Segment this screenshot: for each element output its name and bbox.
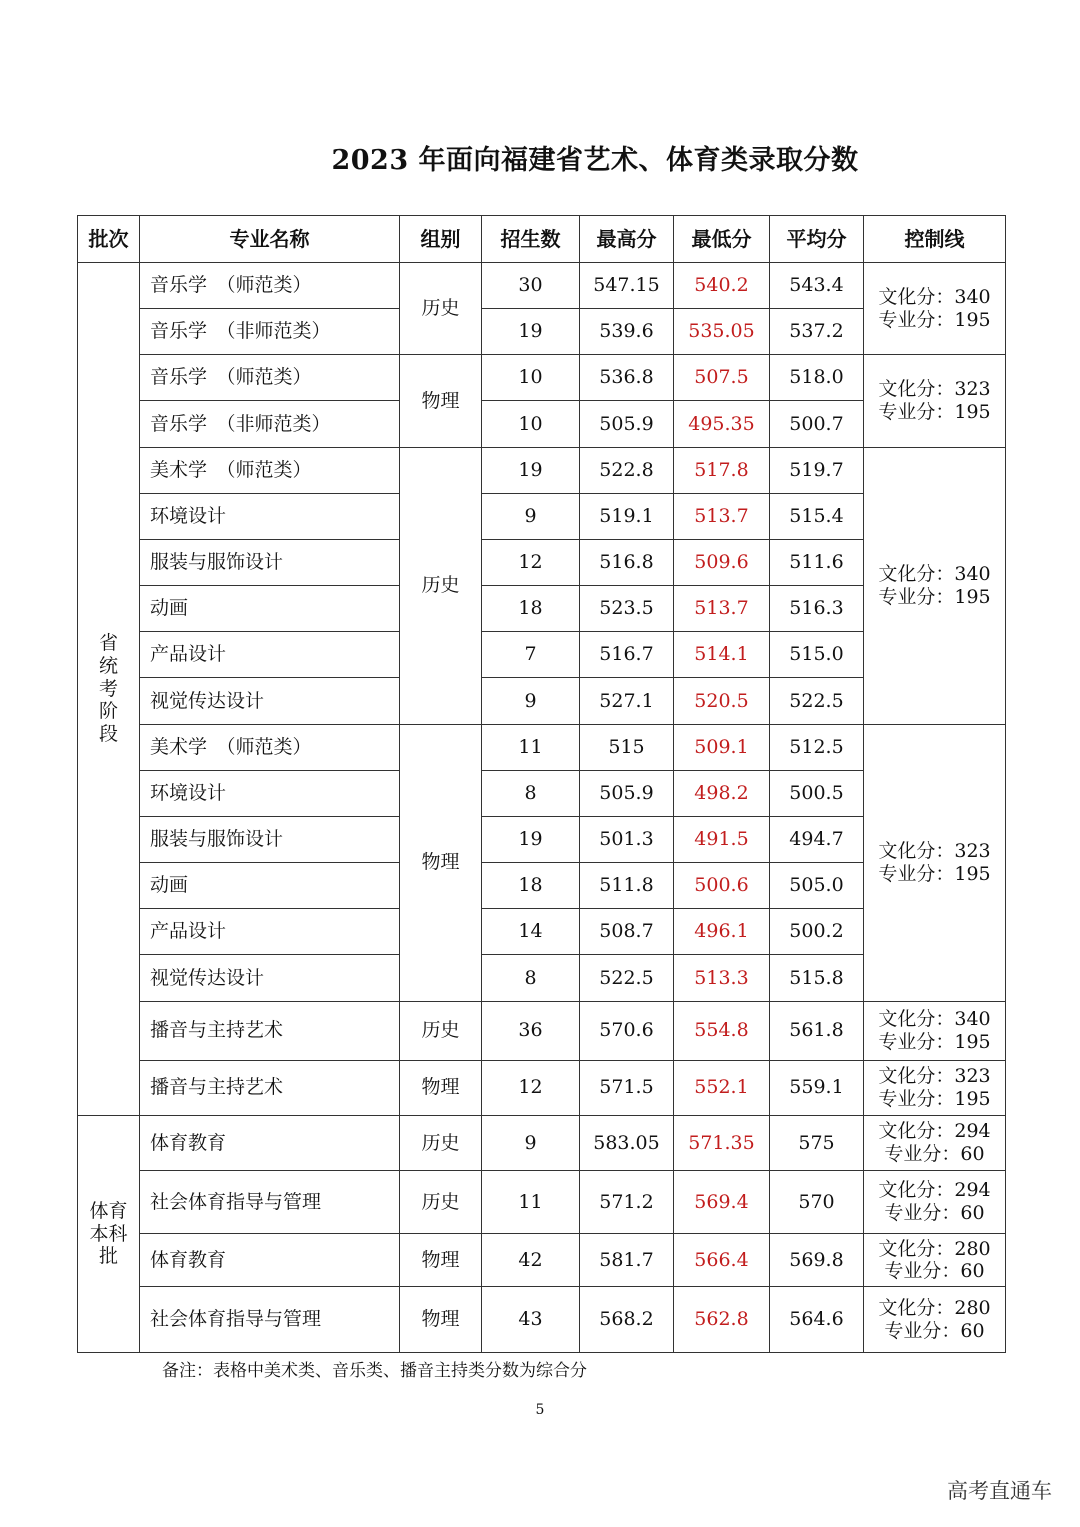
enroll-cell: 11 [482,724,580,770]
avg-cell: 512.5 [770,724,864,770]
min-cell: 571.35 [674,1115,770,1170]
major-cell: 服装与服饰设计 [140,539,400,585]
avg-cell: 505.0 [770,863,864,909]
control-line-cell [864,724,1006,1001]
control-culture: 文化分：340 [878,1007,991,1030]
enroll-cell: 36 [482,1001,580,1060]
avg-cell: 511.6 [770,539,864,585]
max-cell: 570.6 [580,1001,674,1060]
enroll-cell: 19 [482,816,580,862]
batch-line: 本科 [89,1222,128,1245]
avg-cell: 543.4 [770,263,864,309]
group-cell: 物理 [400,1234,482,1287]
enroll-cell: 7 [482,632,580,678]
major-cell: 动画 [140,863,400,909]
major-cell: 社会体育指导与管理 [140,1171,400,1234]
table-row [78,1001,1006,1060]
enroll-cell: 43 [482,1287,580,1353]
control-line-cell [864,355,1006,447]
major-cell: 播音与主持艺术 [140,1001,400,1060]
control-culture: 文化分：323 [878,378,991,401]
enroll-cell: 11 [482,1171,580,1234]
avg-cell: 500.2 [770,909,864,955]
major-cell: 视觉传达设计 [140,678,400,724]
control-major: 专业分：60 [884,1260,985,1283]
batch-char: 阶 [98,700,118,723]
table-header-row [78,216,1006,263]
min-cell: 495.35 [674,401,770,447]
control-line-cell [864,447,1006,724]
major-cell: 体育教育 [140,1115,400,1170]
major-cell: 产品设计 [140,909,400,955]
header-control: 控制线 [864,216,1006,263]
header-avg: 平均分 [770,216,864,263]
avg-cell: 515.8 [770,955,864,1001]
major-cell: 服装与服饰设计 [140,816,400,862]
table-row [78,724,1006,770]
major-cell: 音乐学 （非师范类） [140,401,400,447]
avg-cell: 564.6 [770,1287,864,1353]
major-cell: 音乐学 （师范类） [140,263,400,309]
group-cell: 历史 [400,1115,482,1170]
min-cell: 509.6 [674,539,770,585]
max-cell: 516.8 [580,539,674,585]
group-cell: 物理 [400,355,482,447]
group-cell: 历史 [400,1001,482,1060]
major-cell: 体育教育 [140,1234,400,1287]
enroll-cell: 10 [482,401,580,447]
table-row [78,1287,1006,1353]
control-culture: 文化分：340 [878,285,991,308]
control-line-cell [864,1001,1006,1060]
table-row [78,263,1006,309]
table-row [78,1115,1006,1170]
avg-cell: 537.2 [770,309,864,355]
avg-cell: 500.7 [770,401,864,447]
min-cell: 566.4 [674,1234,770,1287]
control-line-cell [864,1171,1006,1234]
control-line-cell [864,1234,1006,1287]
min-cell: 509.1 [674,724,770,770]
max-cell: 519.1 [580,493,674,539]
control-major: 专业分：195 [878,1030,991,1053]
major-cell: 美术学 （师范类） [140,724,400,770]
avg-cell: 522.5 [770,678,864,724]
max-cell: 505.9 [580,401,674,447]
control-major: 专业分：60 [884,1319,985,1342]
max-cell: 547.15 [580,263,674,309]
max-cell: 527.1 [580,678,674,724]
major-cell: 环境设计 [140,493,400,539]
group-cell: 历史 [400,263,482,355]
major-cell: 美术学 （师范类） [140,447,400,493]
admission-score-table [77,215,1006,1353]
control-culture: 文化分：280 [878,1296,991,1319]
control-culture: 文化分：340 [878,562,991,585]
group-cell: 物理 [400,724,482,1001]
table-row [78,1234,1006,1287]
max-cell: 581.7 [580,1234,674,1287]
control-line-cell [864,263,1006,355]
control-line-cell [864,1060,1006,1115]
min-cell: 500.6 [674,863,770,909]
avg-cell: 570 [770,1171,864,1234]
min-cell: 569.4 [674,1171,770,1234]
max-cell: 515 [580,724,674,770]
header-max: 最高分 [580,216,674,263]
header-min: 最低分 [674,216,770,263]
group-cell: 历史 [400,447,482,724]
major-cell: 音乐学 （非师范类） [140,309,400,355]
control-major: 专业分：195 [878,862,991,885]
max-cell: 568.2 [580,1287,674,1353]
header-group: 组别 [400,216,482,263]
enroll-cell: 18 [482,863,580,909]
control-line-cell [864,1115,1006,1170]
min-cell: 513.3 [674,955,770,1001]
group-cell: 物理 [400,1060,482,1115]
enroll-cell: 12 [482,539,580,585]
group-cell: 历史 [400,1171,482,1234]
min-cell: 513.7 [674,586,770,632]
control-major: 专业分：195 [878,585,991,608]
batch-line: 批 [98,1245,118,1268]
enroll-cell: 12 [482,1060,580,1115]
batch-line: 体育 [89,1199,128,1222]
page-title: 2023 年面向福建省艺术、体育类录取分数 [331,145,859,176]
major-cell: 音乐学 （师范类） [140,355,400,401]
header-enroll: 招生数 [482,216,580,263]
table-remark: 备注：表格中美术类、音乐类、播音主持类分数为综合分 [162,1361,587,1381]
max-cell: 508.7 [580,909,674,955]
major-cell: 环境设计 [140,770,400,816]
max-cell: 571.2 [580,1171,674,1234]
enroll-cell: 14 [482,909,580,955]
batch-char: 段 [98,723,118,746]
min-cell: 514.1 [674,632,770,678]
min-cell: 517.8 [674,447,770,493]
table-row [78,1171,1006,1234]
avg-cell: 494.7 [770,816,864,862]
watermark: 高考直通车 [947,1479,1052,1503]
min-cell: 496.1 [674,909,770,955]
min-cell: 507.5 [674,355,770,401]
max-cell: 523.5 [580,586,674,632]
header-major: 专业名称 [140,216,400,263]
min-cell: 552.1 [674,1060,770,1115]
batch-sports-undergrad [78,1115,140,1352]
enroll-cell: 18 [482,586,580,632]
control-major: 专业分：195 [878,1087,991,1110]
max-cell: 536.8 [580,355,674,401]
enroll-cell: 10 [482,355,580,401]
avg-cell: 561.8 [770,1001,864,1060]
major-cell: 视觉传达设计 [140,955,400,1001]
major-cell: 动画 [140,586,400,632]
max-cell: 511.8 [580,863,674,909]
control-culture: 文化分：323 [878,1065,991,1087]
min-cell: 540.2 [674,263,770,309]
enroll-cell: 42 [482,1234,580,1287]
enroll-cell: 30 [482,263,580,309]
avg-cell: 500.5 [770,770,864,816]
control-major: 专业分：60 [884,1142,985,1165]
group-cell: 物理 [400,1287,482,1353]
header-batch: 批次 [78,216,140,263]
control-major: 专业分：195 [878,308,991,331]
avg-cell: 515.0 [770,632,864,678]
control-culture: 文化分：323 [878,839,991,862]
min-cell: 520.5 [674,678,770,724]
avg-cell: 569.8 [770,1234,864,1287]
min-cell: 513.7 [674,493,770,539]
major-cell: 播音与主持艺术 [140,1060,400,1115]
avg-cell: 518.0 [770,355,864,401]
control-major: 专业分：60 [884,1202,985,1225]
table-row [78,355,1006,401]
enroll-cell: 19 [482,309,580,355]
min-cell: 491.5 [674,816,770,862]
control-culture: 文化分：294 [878,1179,991,1202]
table-row [78,447,1006,493]
min-cell: 554.8 [674,1001,770,1060]
batch-char: 省 [98,631,118,654]
max-cell: 505.9 [580,770,674,816]
control-culture: 文化分：294 [878,1120,991,1143]
batch-char: 统 [98,654,118,677]
control-line-cell [864,1287,1006,1353]
min-cell: 535.05 [674,309,770,355]
table-row [78,1060,1006,1115]
control-culture: 文化分：280 [878,1237,991,1260]
max-cell: 583.05 [580,1115,674,1170]
enroll-cell: 8 [482,955,580,1001]
avg-cell: 559.1 [770,1060,864,1115]
enroll-cell: 9 [482,678,580,724]
max-cell: 501.3 [580,816,674,862]
batch-provincial-exam [78,263,140,1116]
page-number: 5 [535,1402,545,1418]
avg-cell: 515.4 [770,493,864,539]
enroll-cell: 19 [482,447,580,493]
max-cell: 522.8 [580,447,674,493]
min-cell: 562.8 [674,1287,770,1353]
batch-char: 考 [98,677,118,700]
major-cell: 社会体育指导与管理 [140,1287,400,1353]
major-cell: 产品设计 [140,632,400,678]
enroll-cell: 8 [482,770,580,816]
max-cell: 539.6 [580,309,674,355]
avg-cell: 516.3 [770,586,864,632]
max-cell: 516.7 [580,632,674,678]
enroll-cell: 9 [482,1115,580,1170]
enroll-cell: 9 [482,493,580,539]
min-cell: 498.2 [674,770,770,816]
control-major: 专业分：195 [878,400,991,423]
avg-cell: 575 [770,1115,864,1170]
avg-cell: 519.7 [770,447,864,493]
max-cell: 571.5 [580,1060,674,1115]
max-cell: 522.5 [580,955,674,1001]
